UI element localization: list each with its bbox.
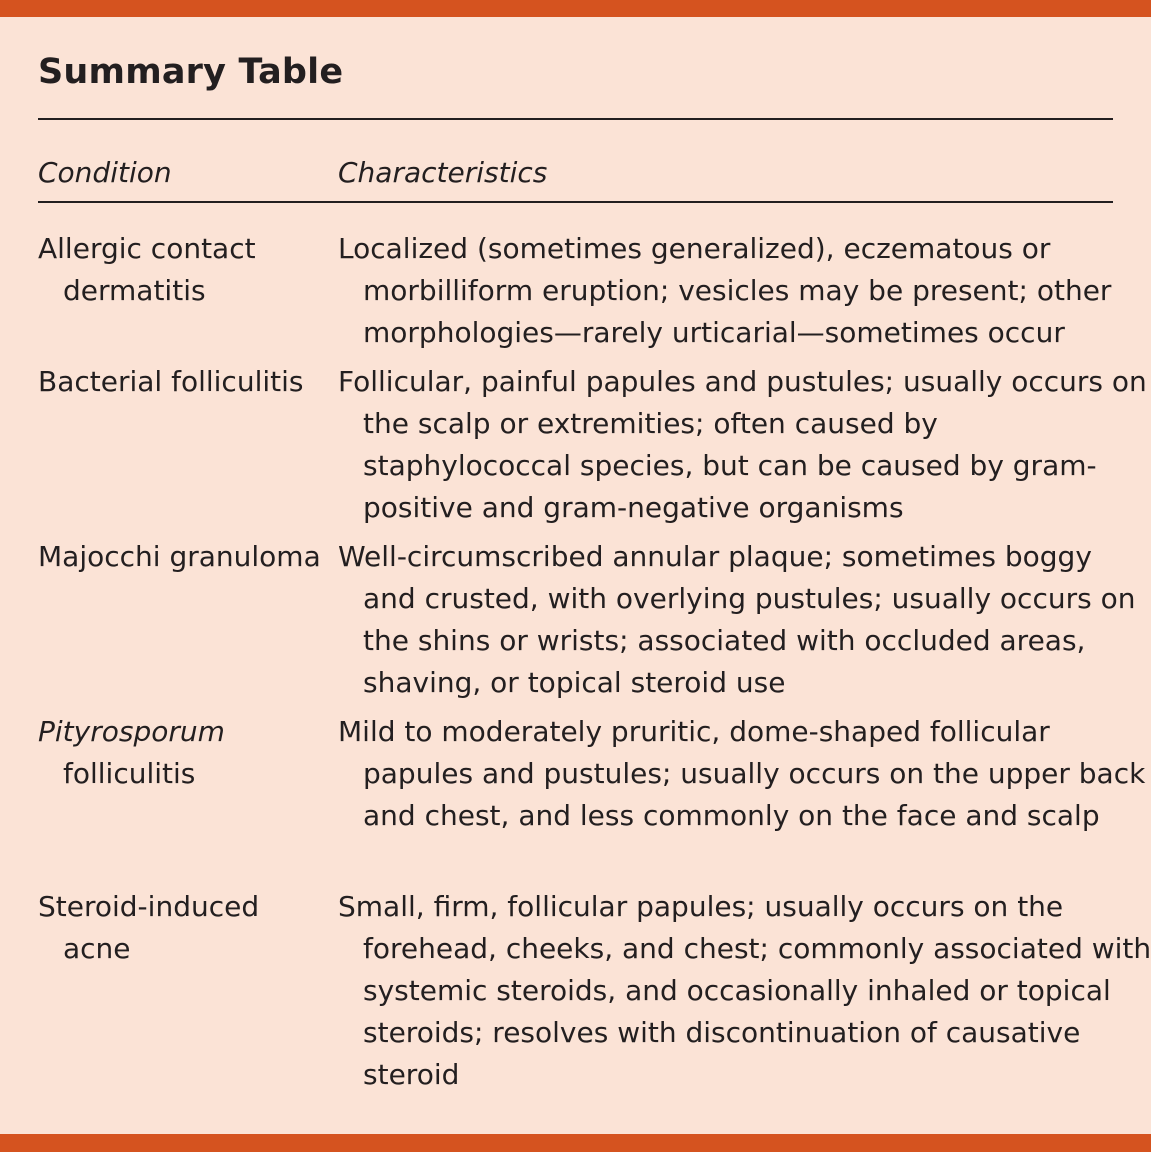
characteristics-cell: Well-circumscribed annular plaque; sometimes boggy and crusted, with overlying pustules; usually occurs on the shins or wrists; associated with occluded areas, shaving, or topical steroid use	[338, 540, 1136, 699]
characteristics-cell: Localized (sometimes generalized), eczematous or morbilliform eruption; vesicles may be present; other morphologies—rarely urticarial—sometimes occur	[338, 232, 1112, 349]
table-title: Summary Table	[38, 52, 344, 92]
title-rule	[38, 118, 1113, 120]
condition-cell	[38, 536, 333, 578]
column-header-condition: Condition	[38, 156, 172, 189]
bottom-accent-bar	[0, 1134, 1151, 1152]
condition-text: Steroid-induced acne	[38, 890, 260, 965]
condition-text: Majocchi granuloma	[38, 540, 321, 573]
condition-cell	[38, 361, 333, 403]
column-header-characteristics: Characteristics	[338, 156, 548, 189]
header-rule	[38, 201, 1113, 203]
condition-cell	[38, 886, 333, 970]
condition-italic-text: Pityrosporum	[38, 715, 225, 748]
top-accent-bar	[0, 0, 1151, 17]
condition-text: Bacterial folliculitis	[38, 365, 304, 398]
characteristics-cell: Mild to moderately pruritic, dome-shaped follicular papules and pustules; usually occurs on the upper back and chest, and less commonly on the face and scalp	[338, 715, 1146, 832]
condition-cell	[38, 228, 333, 312]
condition-text: Allergic contact dermatitis	[38, 232, 256, 307]
characteristics-cell: Follicular, painful papules and pustules; usually occurs on the scalp or extremities; often caused by staphylococcal species, but can be caused by gram-positive and gram-negative organisms	[338, 365, 1147, 524]
condition-text: folliculitis	[63, 757, 196, 790]
condition-cell	[38, 711, 333, 795]
characteristics-cell: Small, firm, follicular papules; usually occurs on the forehead, cheeks, and chest; commonly associated with systemic steroids, and occasionally inhaled or topical steroids; resolves with discontinuation of causative steroid	[338, 890, 1151, 1091]
